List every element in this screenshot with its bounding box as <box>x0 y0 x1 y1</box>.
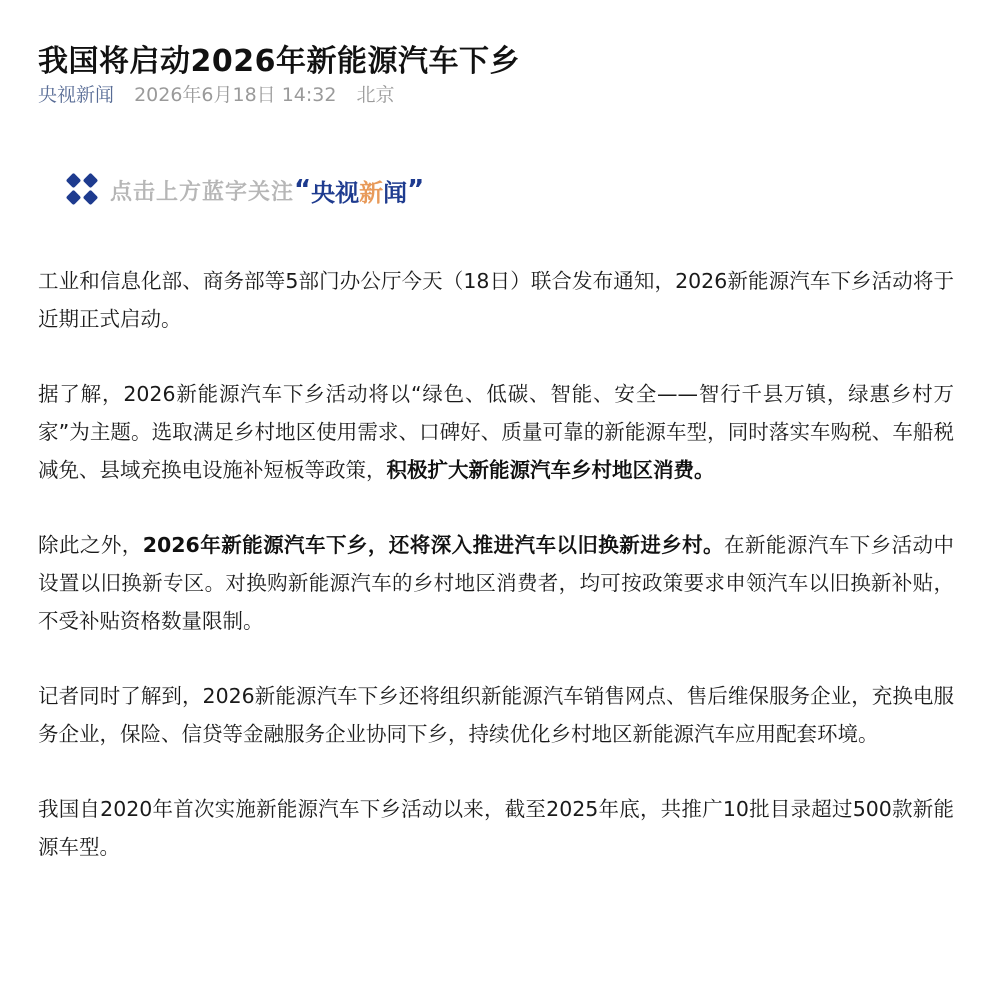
brand-part2: 闻 <box>383 178 408 207</box>
paragraph-lead: 除此之外， <box>38 533 143 557</box>
paragraph-text: 记者同时了解到，2026新能源汽车下乡还将组织新能源汽车销售网点、售后维保服务企业，充换电服务企业，保险、信贷等金融服务企业协同下乡，持续优化乡村地区新能源汽车应用配套环境。 <box>38 684 954 746</box>
open-quote: “ <box>294 175 312 205</box>
publish-datetime: 2026年6月18日 14:32 <box>134 84 337 106</box>
publish-location: 北京 <box>356 84 395 106</box>
follow-prompt: 点击上方蓝字关注 <box>110 179 295 205</box>
close-quote: ” <box>407 175 425 205</box>
paragraph-2 <box>38 375 954 489</box>
paragraph-emphasis: 积极扩大新能源汽车乡村地区消费。 <box>386 458 715 482</box>
follow-banner <box>66 172 424 208</box>
article-body <box>38 262 954 903</box>
article-title: 我国将启动2026年新能源汽车下乡 <box>38 44 520 80</box>
paragraph-text: 我国自2020年首次实施新能源汽车下乡活动以来，截至2025年底，共推广10批目录超过500款新能源车型。 <box>38 797 954 859</box>
paragraph-1 <box>38 262 954 338</box>
cctv-news-logo-icon <box>66 173 100 207</box>
paragraph-text: 工业和信息化部、商务部等5部门办公厅今天（18日）联合发布通知，2026新能源汽车下乡活动将于近期正式启动。 <box>38 269 954 331</box>
paragraph-3 <box>38 526 954 640</box>
paragraph-text: 据了解，2026新能源汽车下乡活动将以“绿色、低碳、智能、安全——智行千县万镇，绿惠乡村万家”为主题。选取满足乡村地区使用需求、口碑好、质量可靠的新能源车型，同时落实车购税、车船税减免、县域充换电设施补短板等政策， <box>38 382 954 482</box>
paragraph-emphasis: 2026年新能源汽车下乡，还将深入推进汽车以旧换新进乡村。 <box>142 533 724 557</box>
paragraph-4 <box>38 677 954 753</box>
source-link[interactable]: 央视新闻 <box>38 84 115 106</box>
paragraph-text: 在新能源汽车下乡活动中设置以旧换新专区。对换购新能源汽车的乡村地区消费者，均可按政策要求申领汽车以旧换新补贴，不受补贴资格数量限制。 <box>38 533 954 633</box>
article-meta <box>38 80 395 110</box>
paragraph-5 <box>38 790 954 866</box>
brand-highlight: 新 <box>359 178 384 207</box>
brand-part1: 央视 <box>311 178 360 207</box>
